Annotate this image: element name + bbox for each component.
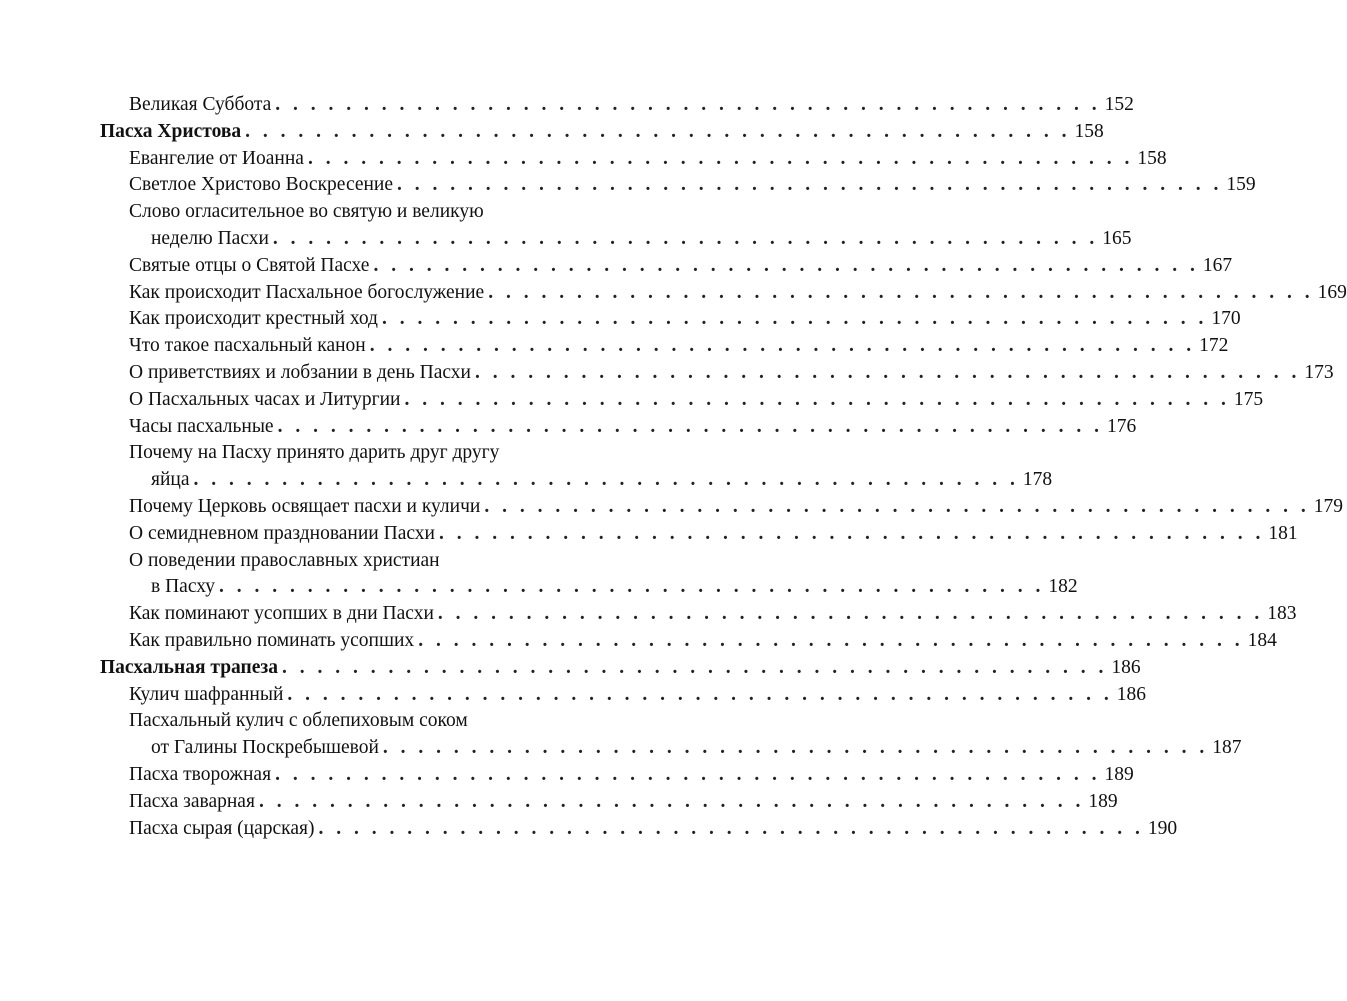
dot-leader: . . . . . . . . . . . . . . . . . . . . . . . . . . . . . . . . . . . . . . . . . . . . . . .	[484, 495, 1310, 517]
dot-leader: . . . . . . . . . . . . . . . . . . . . . . . . . . . . . . . . . . . . . . . . . . . . . . .	[193, 469, 1019, 491]
toc-entry-title: Как происходит крестный ход	[129, 308, 378, 330]
toc-line	[129, 601, 1297, 628]
toc-entry[interactable]	[100, 280, 1347, 307]
toc-entry[interactable]	[100, 789, 1118, 816]
dot-leader: . . . . . . . . . . . . . . . . . . . . . . . . . . . . . . . . . . . . . . . . . . . . . . .	[275, 94, 1101, 115]
toc-line	[129, 172, 1256, 199]
page-number: 190	[1147, 817, 1178, 839]
page-number: 184	[1247, 629, 1277, 651]
toc-entry[interactable]	[100, 172, 1256, 199]
toc-entry[interactable]	[100, 548, 1078, 602]
dot-leader: . . . . . . . . . . . . . . . . . . . . . . . . . . . . . . . . . . . . . . . . . . . . . . .	[218, 576, 1045, 598]
toc-entry[interactable]	[100, 601, 1297, 628]
page-number: 173	[1304, 361, 1334, 383]
dot-leader: . . . . . . . . . . . . . . . . . . . . . . . . . . . . . . . . . . . . . . . . . . . . . . .	[369, 335, 1196, 357]
toc-entry-title: Пасхальный кулич с облепиховым соком	[129, 710, 468, 732]
toc-line	[129, 253, 1233, 280]
dot-leader: . . . . . . . . . . . . . . . . . . . . . . . . . . . . . . . . . . . . . . . . . . . . . . .	[287, 683, 1113, 705]
toc-line	[129, 682, 1147, 709]
toc-entry-title: в Пасху	[151, 576, 215, 598]
toc-entry-title: Как происходит Пасхальное богослужение	[129, 281, 485, 303]
page-number: 186	[1116, 683, 1147, 705]
dot-leader: . . . . . . . . . . . . . . . . . . . . . . . . . . . . . . . . . . . . . . . . . . . . . . .	[282, 656, 1108, 678]
dot-leader: . . . . . . . . . . . . . . . . . . . . . . . . . . . . . . . . . . . . . . . . . . . . . . .	[277, 415, 1103, 437]
dot-leader: . . . . . . . . . . . . . . . . . . . . . . . . . . . . . . . . . . . . . . . . . . . . . . .	[488, 281, 1314, 303]
toc-entry[interactable]	[100, 146, 1167, 173]
page-number: 169	[1317, 281, 1347, 303]
toc-entry[interactable]	[100, 199, 1132, 253]
toc-entry[interactable]	[100, 253, 1233, 280]
toc-line	[129, 548, 598, 575]
toc-entry-title: О семидневном праздновании Пасхи	[129, 522, 435, 544]
page-number: 175	[1233, 388, 1264, 410]
dot-leader: . . . . . . . . . . . . . . . . . . . . . . . . . . . . . . . . . . . . . . . . . . . . . . .	[318, 817, 1144, 839]
toc-entry[interactable]	[100, 494, 1343, 521]
toc-entry[interactable]	[100, 440, 1053, 494]
toc-line	[129, 306, 1241, 333]
toc-line	[129, 494, 1343, 521]
toc-entry[interactable]	[100, 762, 1134, 789]
toc-entry-title: Что такое пасхальный канон	[129, 335, 366, 357]
toc-line	[129, 521, 1298, 548]
dot-leader: . . . . . . . . . . . . . . . . . . . . . . . . . . . . . . . . . . . . . . . . . . . . . . .	[381, 308, 1208, 330]
toc-line	[129, 628, 1277, 655]
toc-line	[129, 708, 598, 735]
dot-leader: . . . . . . . . . . . . . . . . . . . . . . . . . . . . . . . . . . . . . . . . . . . . . . .	[382, 737, 1209, 759]
toc-line	[129, 735, 1242, 762]
dot-leader: . . . . . . . . . . . . . . . . . . . . . . . . . . . . . . . . . . . . . . . . . . . . . . .	[307, 147, 1134, 169]
toc-entry[interactable]	[100, 360, 1334, 387]
page-number: 178	[1022, 469, 1053, 491]
dot-leader: . . . . . . . . . . . . . . . . . . . . . . . . . . . . . . . . . . . . . . . . . . . . . . .	[275, 763, 1101, 785]
page-number: 189	[1104, 763, 1134, 785]
toc-entry-title: Святые отцы о Святой Пасхе	[129, 254, 370, 276]
toc-entry[interactable]	[100, 708, 1242, 762]
toc-line	[129, 789, 1118, 816]
toc-entry[interactable]	[100, 92, 1134, 119]
page-number: 165	[1102, 227, 1132, 249]
toc-entry-title: Пасхальная трапеза	[100, 656, 279, 678]
toc-section[interactable]	[100, 655, 1141, 682]
toc-entry-title: Почему Церковь освящает пасхи и куличи	[129, 495, 481, 517]
page-number: 179	[1313, 495, 1343, 517]
dot-leader: . . . . . . . . . . . . . . . . . . . . . . . . . . . . . . . . . . . . . . . . . . . . . . .	[245, 120, 1071, 142]
toc-entry-title: О Пасхальных часах и Литургии	[129, 388, 401, 410]
toc-entry[interactable]	[100, 816, 1178, 843]
toc-entry[interactable]	[100, 414, 1137, 441]
page-number: 167	[1202, 254, 1233, 276]
toc-entry-title: Великая Суббота	[129, 94, 272, 115]
dot-leader: . . . . . . . . . . . . . . . . . . . . . . . . . . . . . . . . . . . . . . . . . . . . . . .	[272, 227, 1099, 249]
toc-entry-title: яйца	[151, 469, 190, 491]
dot-leader: . . . . . . . . . . . . . . . . . . . . . . . . . . . . . . . . . . . . . . . . . . . . . . .	[373, 254, 1199, 276]
toc-entry-title: Светлое Христово Воскресение	[129, 174, 394, 196]
dot-leader: . . . . . . . . . . . . . . . . . . . . . . . . . . . . . . . . . . . . . . . . . . . . . . .	[397, 174, 1223, 196]
page-number: 183	[1267, 603, 1297, 625]
page-number: 189	[1088, 790, 1118, 812]
toc-line	[129, 762, 1134, 789]
page-number: 159	[1226, 174, 1256, 196]
toc-entry[interactable]	[100, 306, 1241, 333]
toc-entry[interactable]	[100, 333, 1229, 360]
toc-line	[129, 280, 1347, 307]
toc-line	[129, 574, 1078, 601]
toc-entry-title: Пасха творожная	[129, 763, 272, 785]
dot-leader: . . . . . . . . . . . . . . . . . . . . . . . . . . . . . . . . . . . . . . . . . . . . . . .	[258, 790, 1085, 812]
toc-entry-title: Евангелие от Иоанна	[129, 147, 304, 169]
page-number: 158	[1074, 120, 1104, 142]
dot-leader: . . . . . . . . . . . . . . . . . . . . . . . . . . . . . . . . . . . . . . . . . . . . . . .	[418, 629, 1244, 651]
table-of-contents	[100, 92, 1347, 842]
toc-line	[129, 440, 598, 467]
page-number: 181	[1268, 522, 1298, 544]
toc-entry-title: Слово огласительное во святую и великую	[129, 201, 484, 223]
toc-line	[129, 360, 1334, 387]
toc-entry-title: Часы пасхальные	[129, 415, 274, 437]
toc-entry-title: Кулич шафранный	[129, 683, 284, 705]
toc-entry-title: от Галины Поскребышевой	[151, 737, 379, 759]
toc-entry-title: О приветствиях и лобзании в день Пасхи	[129, 361, 471, 383]
page-number: 172	[1199, 335, 1229, 357]
toc-line	[129, 333, 1229, 360]
page-number: 182	[1048, 576, 1078, 598]
page-number: 170	[1211, 308, 1241, 330]
toc-entry[interactable]	[100, 628, 1277, 655]
toc-entry-title: неделю Пасхи	[151, 227, 269, 249]
toc-line	[100, 655, 1141, 682]
toc-line	[129, 226, 1132, 253]
page-number: 186	[1111, 656, 1141, 678]
toc-line	[129, 92, 1134, 119]
page-number: 152	[1104, 94, 1134, 115]
toc-entry-title: Почему на Пасху принято дарить друг другу	[129, 442, 500, 464]
toc-entry-title: Пасха сырая (царская)	[129, 817, 315, 839]
toc-line	[129, 387, 1264, 414]
toc-line	[100, 119, 1104, 146]
toc-section[interactable]	[100, 119, 1104, 146]
toc-line	[129, 146, 1167, 173]
toc-entry-title: О поведении православных христиан	[129, 549, 440, 571]
dot-leader: . . . . . . . . . . . . . . . . . . . . . . . . . . . . . . . . . . . . . . . . . . . . . . .	[438, 522, 1265, 544]
toc-entry-title: Как правильно поминать усопших	[129, 629, 415, 651]
toc-line	[129, 467, 1053, 494]
dot-leader: . . . . . . . . . . . . . . . . . . . . . . . . . . . . . . . . . . . . . . . . . . . . . . .	[474, 361, 1301, 383]
toc-line	[129, 816, 1178, 843]
dot-leader: . . . . . . . . . . . . . . . . . . . . . . . . . . . . . . . . . . . . . . . . . . . . . . .	[404, 388, 1230, 410]
page-number: 158	[1137, 147, 1167, 169]
toc-entry-title: Как поминают усопших в дни Пасхи	[129, 603, 434, 625]
dot-leader: . . . . . . . . . . . . . . . . . . . . . . . . . . . . . . . . . . . . . . . . . . . . . . .	[437, 603, 1264, 625]
toc-line	[129, 199, 598, 226]
toc-entry[interactable]	[100, 682, 1147, 709]
page-number: 176	[1106, 415, 1137, 437]
toc-line	[129, 414, 1137, 441]
page-number: 187	[1212, 737, 1242, 759]
toc-entry[interactable]	[100, 387, 1264, 414]
toc-entry[interactable]	[100, 521, 1298, 548]
toc-entry-title: Пасха заварная	[129, 790, 255, 812]
toc-entry-title: Пасха Христова	[100, 120, 242, 142]
